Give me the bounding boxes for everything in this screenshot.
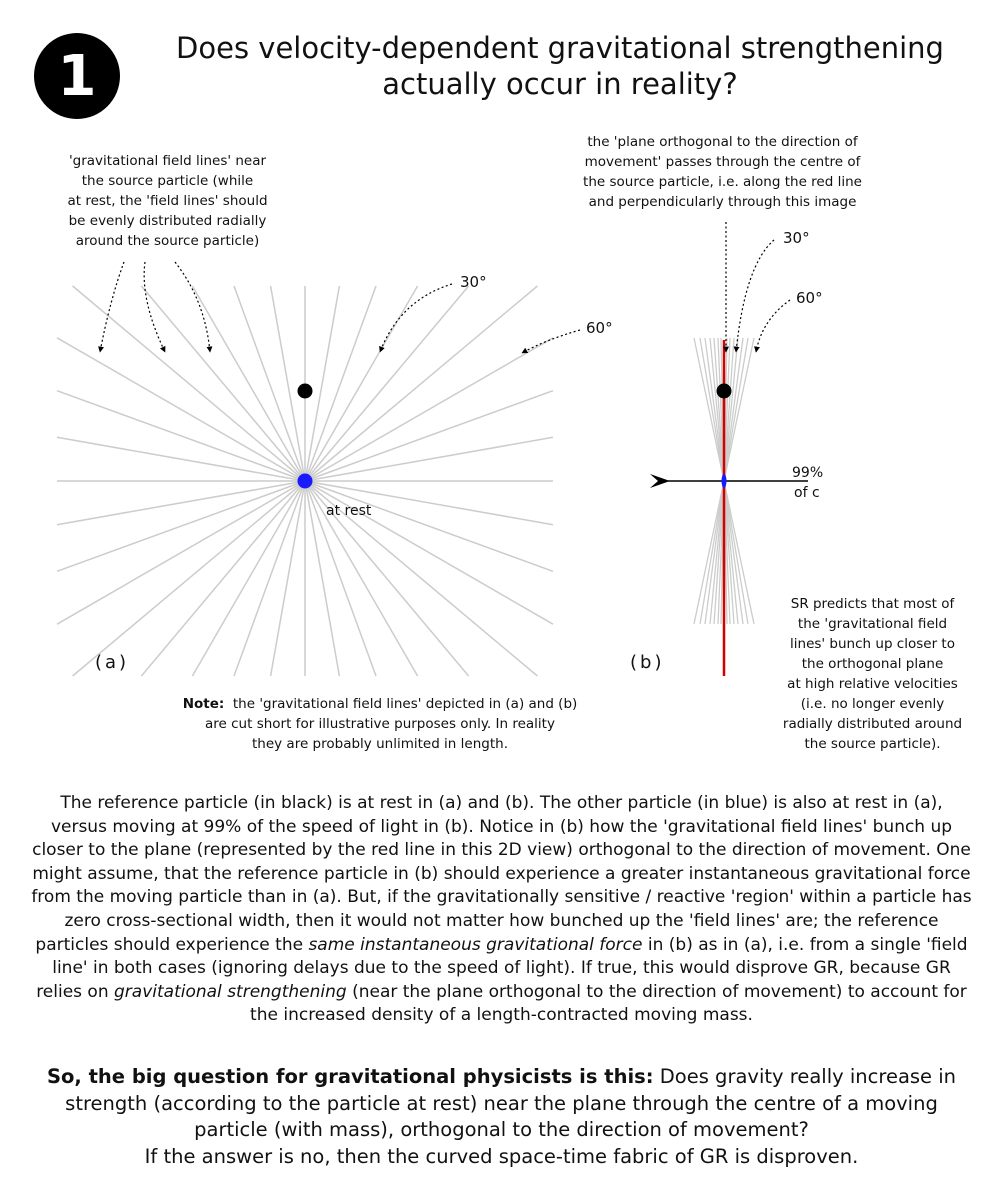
note-line: at high relative velocities [787,676,958,692]
paragraph-emphasis: same instantaneous gravitational force [308,934,643,955]
note-line: the source particle, i.e. along the red line [583,174,862,190]
note-line: they are probably unlimited in length. [252,736,508,752]
angle-label-30-b: 30° [783,229,810,247]
note-line: be evenly distributed radially [68,213,267,229]
note-text: the 'gravitational field lines' depicted in (a) and (b) [232,696,578,712]
note-line: 'gravitational field lines' near [68,153,267,169]
paragraph-emphasis: gravitational strengthening [114,981,347,1002]
panel-label-b: (b) [630,652,665,673]
note-line: the 'gravitational field [797,616,948,632]
note-line: and perpendicularly through this image [588,194,857,210]
note-line: are cut short for illustrative purposes only. In reality [205,716,555,732]
pointer-arrow-30-b [736,240,774,352]
speed-value: 99% [792,465,824,481]
title-line-1: Does velocity-dependent gravitational strengthening [176,31,944,65]
reference-particle-b [717,384,732,399]
paragraph-text: The reference particle (in black) is at rest in (a) and (b). The other particle (in blue) is also at rest in (a), versus moving at 99% of the speed of light in (b). Notice in (b) how the 'gravitational field lines' bunch up closer to the plane (represented by the red line in this 2D view) orthogonal to the direction of movement. One might assume, that the reference particle in (b) should experience a greater instantaneous gravitational force from the moving particle than in (a). But, if the gravitationally sensitive / reactive 'region' within a particle has zero cross-sectional width, then it would not matter how bunched up the 'field lines' are; the reference particles should experience the [31,793,972,955]
panel-label-a: (a) [95,652,130,673]
angle-label-30-a: 30° [460,273,487,291]
pointer-arrow-60-b [756,300,790,352]
key-question-text: Does gravity really increase in strength (according to the particle at rest) near the plane through the centre of a moving particle (with mass), orthogonal to the direction of movement? [65,1065,957,1141]
angle-label-60-a: 60° [586,319,613,337]
note-line: lines' bunch up closer to [790,636,955,652]
caveat-note [160,694,600,754]
source-particle-a [298,474,313,489]
note-line: around the source particle) [75,233,260,249]
plane-note [560,132,885,212]
note-line: radially distributed around [782,716,963,732]
note-line: the source particle). [804,736,941,752]
note-line: (i.e. no longer evenly [800,696,945,712]
pointer-arrow-2 [144,262,165,352]
sr-prediction-note [760,594,985,754]
angle-label-60-b: 60° [796,289,823,307]
paragraph-text: (near the plane orthogonal to the direction of movement) to account for the increased density of a length-contracted moving mass. [250,981,967,1026]
paragraph-text: in (b) as in (a), i.e. from a single 'field line' in both cases (ignoring delays due to the speed of light). If true, this would disprove GR, because GR relies on [36,934,968,1002]
speed-label [792,463,823,503]
note-line: the orthogonal plane [801,656,944,672]
title-line-2: actually occur in reality? [382,67,738,101]
note-line [160,694,600,714]
section-number-badge: 1 [34,33,120,119]
speed-unit: of c [794,485,820,501]
note-line: the source particle (while [81,173,254,189]
key-question-conclusion: If the answer is no, then the curved space-time fabric of GR is disproven. [144,1144,859,1168]
pointer-arrow-60-a [522,330,580,353]
key-question [30,1064,973,1170]
key-question-lead: So, the big question for gravitational physicists is this: [46,1065,654,1088]
note-line: the 'plane orthogonal to the direction of [587,134,858,150]
note-line: movement' passes through the centre of [584,154,861,170]
note-bold-label: Note: [182,696,225,712]
at-rest-label: at rest [326,503,372,519]
explanation-paragraph [30,792,973,1028]
moving-particle-b [722,474,727,488]
pointer-arrow-1 [100,262,124,352]
note-line: SR predicts that most of [790,596,955,612]
reference-particle-a [298,384,313,399]
note-line: at rest, the 'field lines' should [67,193,268,209]
field-lines-note [40,151,295,251]
